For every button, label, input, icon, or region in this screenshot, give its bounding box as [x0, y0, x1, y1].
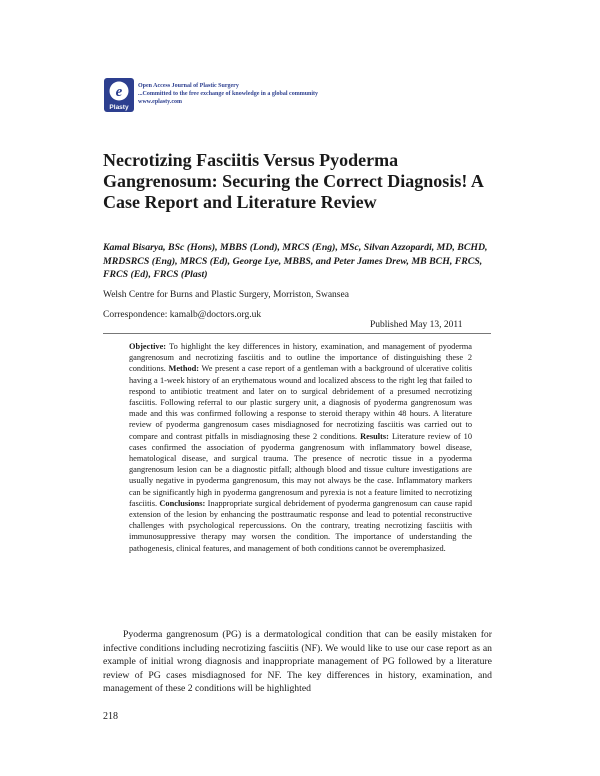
eplasty-logo: [104, 78, 134, 112]
conclusions-label: Conclusions:: [159, 498, 206, 508]
logo-word: Plasty: [109, 104, 129, 111]
journal-tagline: ...Committed to the free exchange of knowledge in a global community: [138, 91, 319, 97]
journal-url[interactable]: www.eplasty.com: [138, 99, 182, 105]
page-number: 218: [103, 711, 118, 722]
objective-text: To highlight the key differences in history, examination, and management of pyoderma gangrenosum and necrotizing fasciitis and to outline the importance of distinguishing these 2 conditions.: [129, 342, 472, 374]
method-text: We present a case report of a gentleman with a background of ulcerative colitis having a 1-week history of an erythematous wound and localized abscess to the right leg that failed to respond to antibiotic treatment and later on to surgical debridement of a presumed necrotizing fasciitis. Following referral to our plastic surgery unit, a diagnosis of pyoderma gangrenosum was made and this was confirmed following a response to steroid therapy within 48 hours. A literature review of pyoderma gangrenosum cases misdiagnosed for necrotizing fasciitis was carried out to compare and contrast pitfalls in misdiagnosing these 2 conditions.: [129, 364, 473, 441]
conclusions-text: Inappropriate surgical debridement of pyoderma gangrenosum can cause rapid extension of the lesion by enhancing the posttraumatic response and lead to potential reconstructive challenges with psychological repercussions. On the contrary, treating necrotizing fasciitis with immunosuppressive therapy may worsen the condition. The importance of understanding the pathogenesis, clinical features, and management of both conditions cannot be overemphasized.: [129, 498, 472, 553]
header-divider: [103, 333, 491, 334]
journal-info: [138, 82, 318, 106]
correspondence: Correspondence: kamalb@doctors.org.uk: [103, 310, 262, 320]
intro-paragraph: Pyoderma gangrenosum (PG) is a dermatological condition that can be easily mistaken for infective conditions including necrotizing fasciitis (NF). We would like to use our case report as an example of initial wrong diagnosis and inappropriate management of PG followed by a literature review of PG cases misdiagnosed for NF. The key differences in history, examination, and management of these 2 conditions will be highlighted: [103, 629, 492, 695]
journal-name: Open Access Journal of Plastic Surgery: [138, 83, 239, 89]
abstract: [129, 341, 472, 554]
affiliation: Welsh Centre for Burns and Plastic Surgery, Morriston, Swansea: [103, 290, 349, 300]
objective-label: Objective:: [129, 342, 167, 351]
results-label: Results:: [360, 431, 389, 441]
published-date: Published May 13, 2011: [370, 320, 463, 330]
article-title: Necrotizing Fasciitis Versus Pyoderma Gangrenosum: Securing the Correct Diagnosis! A Case Report and Literature Review: [103, 150, 483, 212]
results-text: Literature review of 10 cases confirmed the association of pyoderma gangrenosum with inflammatory bowel disease, hematological disease, and surgical trauma. The presence of necrotic tissue in a pyoderma gangrenosum lesion can be a diagnostic pitfall; although blood and tissue culture investigations are usually negative in pyoderma gangrenosum, this may not always be the case. Inflammatory markers can be significantly high in pyoderma gangrenosum and pyrexia is not a feature limited to necrotizing fasciitis.: [129, 431, 472, 508]
method-label: Method:: [168, 364, 200, 374]
author-list: Kamal Bisarya, BSc (Hons), MBBS (Lond), MRCS (Eng), MSc, Silvan Azzopardi, MD, BCHD, MRDSRCS (Eng), MRCS (Ed), George Lye, MBBS, and Peter James Drew, MB BCH, FRCS, FRCS (Ed), FRCS (Plast): [103, 242, 488, 280]
logo-letter: e: [115, 84, 123, 100]
